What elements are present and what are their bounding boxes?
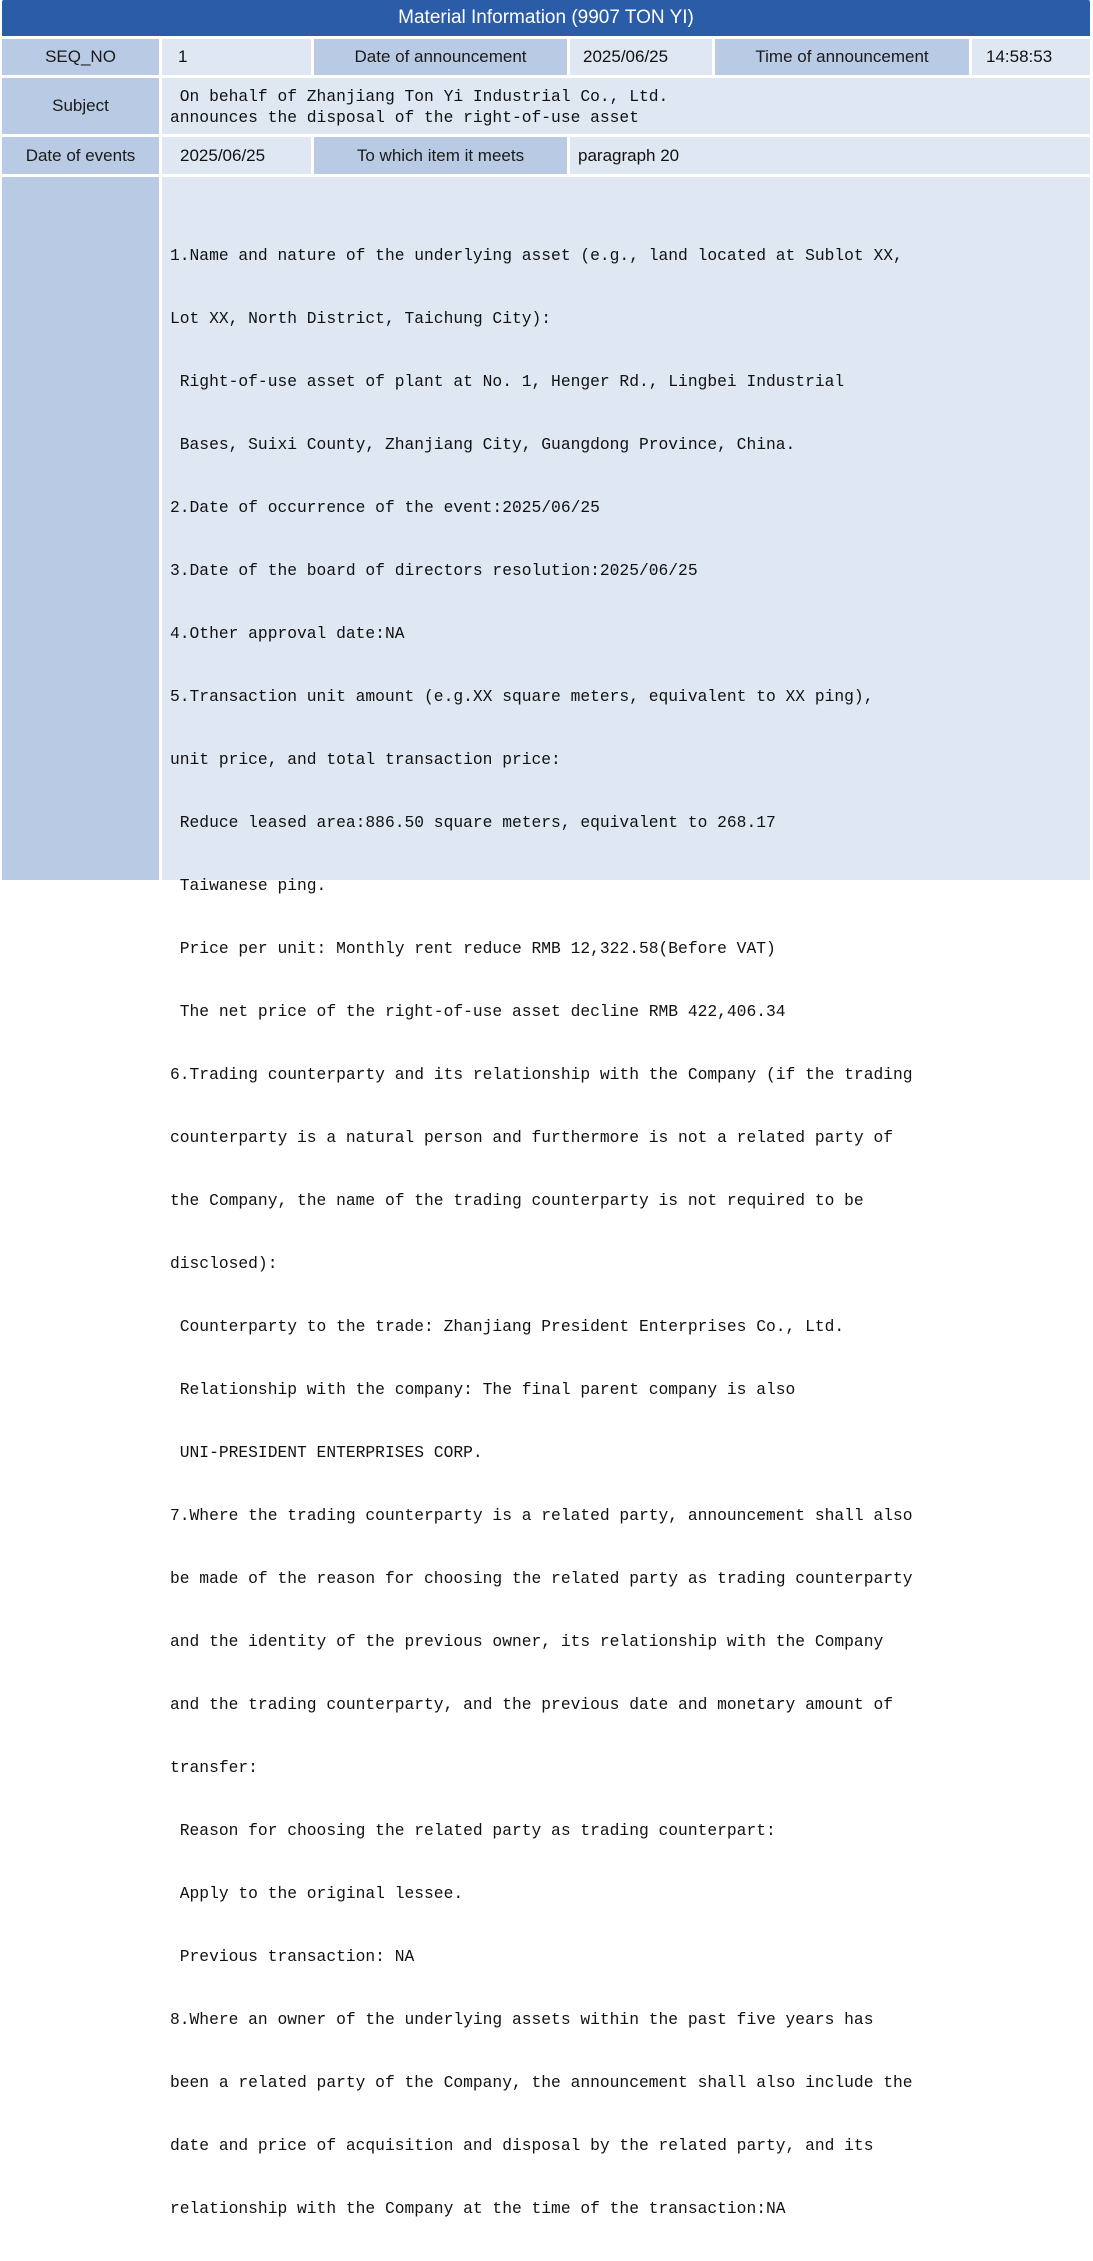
seq-no-value: 1 (162, 39, 311, 75)
detail-line: Relationship with the company: The final parent company is also (170, 1380, 796, 1399)
detail-line: unit price, and total transaction price: (170, 750, 561, 769)
item-meets-label: To which item it meets (314, 137, 567, 174)
detail-line: Taiwanese ping. (170, 876, 327, 895)
detail-line: Counterparty to the trade: Zhanjiang President Enterprises Co., Ltd. (170, 1317, 845, 1336)
subject-line-2: announces the disposal of the right-of-use asset (170, 108, 639, 127)
subject-value (162, 78, 1090, 134)
date-of-events-label: Date of events (2, 137, 159, 174)
details-text (162, 177, 1090, 2218)
detail-line: 2.Date of occurrence of the event:2025/06/25 (170, 498, 600, 517)
announcement-date-value: 2025/06/25 (570, 39, 712, 75)
detail-line: Reason for choosing the related party as trading counterpart: (170, 1821, 776, 1840)
detail-line: 6.Trading counterparty and its relationship with the Company (if the trading (170, 1065, 913, 1084)
detail-line: 8.Where an owner of the underlying assets within the past five years has (170, 2010, 874, 2029)
detail-line: be made of the reason for choosing the related party as trading counterparty (170, 1569, 913, 1588)
detail-line: transfer: (170, 1758, 258, 1777)
detail-line: 7.Where the trading counterparty is a related party, announcement shall also (170, 1506, 913, 1525)
detail-line: counterparty is a natural person and furthermore is not a related party of (170, 1128, 894, 1147)
subject-line-1: On behalf of Zhanjiang Ton Yi Industrial Co., Ltd. (170, 87, 669, 106)
detail-line: Reduce leased area:886.50 square meters, equivalent to 268.17 (170, 813, 776, 832)
detail-line: Apply to the original lessee. (170, 1884, 464, 1903)
announcement-time-label: Time of announcement (715, 39, 969, 75)
seq-no-label: SEQ_NO (2, 39, 159, 75)
detail-line: Previous transaction: NA (170, 1947, 415, 1966)
detail-line: 1.Name and nature of the underlying asset (e.g., land located at Sublot XX, (170, 246, 903, 265)
detail-line: relationship with the Company at the time of the transaction:NA (170, 2199, 786, 2218)
announcement-time-value: 14:58:53 (972, 39, 1090, 75)
details-label (2, 177, 159, 880)
detail-line: been a related party of the Company, the announcement shall also include the (170, 2073, 913, 2092)
detail-line: UNI-PRESIDENT ENTERPRISES CORP. (170, 1443, 483, 1462)
detail-line: 3.Date of the board of directors resolution:2025/06/25 (170, 561, 698, 580)
detail-line: 5.Transaction unit amount (e.g.XX square meters, equivalent to XX ping), (170, 687, 874, 706)
detail-line: Right-of-use asset of plant at No. 1, Henger Rd., Lingbei Industrial (170, 372, 845, 391)
announcement-date-label: Date of announcement (314, 39, 567, 75)
date-of-events-value: 2025/06/25 (162, 137, 311, 174)
detail-line: disclosed): (170, 1254, 278, 1273)
detail-line: and the trading counterparty, and the previous date and monetary amount of (170, 1695, 894, 1714)
detail-line: Bases, Suixi County, Zhanjiang City, Guangdong Province, China. (170, 435, 796, 454)
detail-line: 4.Other approval date:NA (170, 624, 405, 643)
detail-line: and the identity of the previous owner, its relationship with the Company (170, 1632, 884, 1651)
detail-line: Lot XX, North District, Taichung City): (170, 309, 552, 328)
page-title: Material Information (9907 TON YI) (2, 0, 1090, 36)
detail-line: Price per unit: Monthly rent reduce RMB 12,322.58(Before VAT) (170, 939, 776, 958)
detail-line: The net price of the right-of-use asset decline RMB 422,406.34 (170, 1002, 786, 1021)
item-meets-value: paragraph 20 (570, 137, 1090, 174)
detail-line: date and price of acquisition and disposal by the related party, and its (170, 2136, 874, 2155)
detail-line: the Company, the name of the trading counterparty is not required to be (170, 1191, 864, 1210)
subject-label: Subject (2, 78, 159, 134)
